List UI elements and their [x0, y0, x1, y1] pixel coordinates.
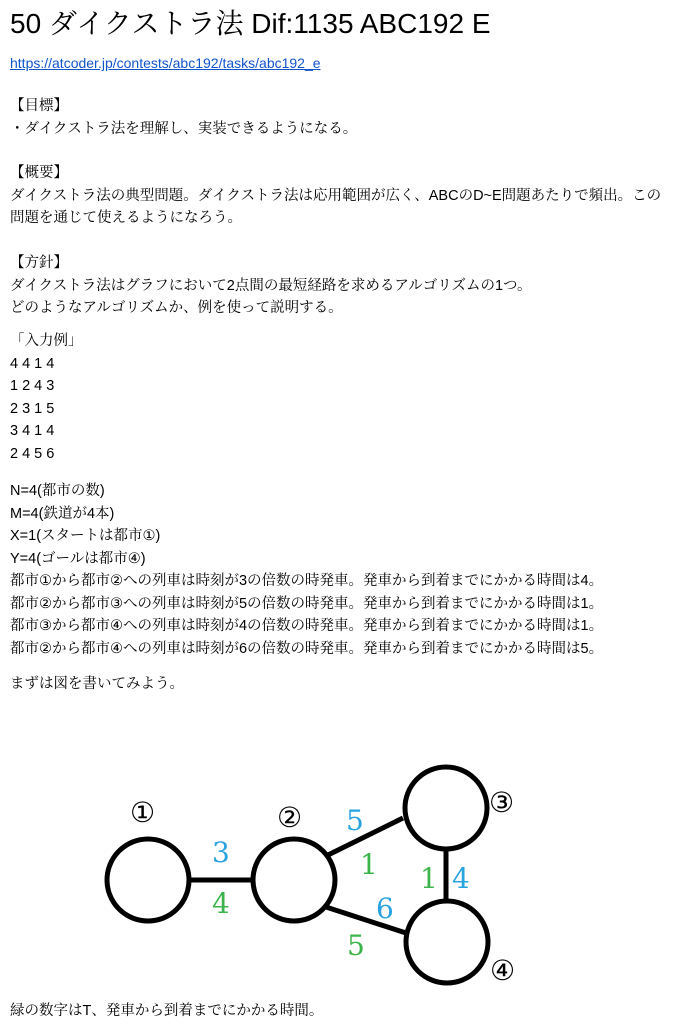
node-2: [253, 839, 335, 921]
policy-heading: 【方針】: [10, 255, 68, 271]
explanation-line: 都市②から都市③への列車は時刻が5の倍数の時発車。発車から到着までにかかる時間は1。: [10, 595, 604, 612]
explanation-line: X=1(スタートは都市①): [10, 528, 161, 544]
example-line: 4 4 1 4: [10, 355, 55, 372]
edge-2-3-k: 5: [346, 804, 364, 837]
goal-text: ・ダイクストラ法を理解し、実装できるようになる。: [10, 120, 358, 137]
edge-3-4-k: 4: [452, 862, 470, 895]
example-line: 2 3 1 5: [10, 400, 55, 417]
explanation-line: Y=4(ゴールは都市④): [10, 550, 146, 567]
edge-1-2-t: 4: [212, 887, 230, 920]
example-line: 2 4 5 6: [10, 445, 55, 462]
edge-2-4-k: 6: [376, 892, 394, 925]
node-label-4: ④: [490, 954, 516, 987]
policy-line: どのようなアルゴリズムか、例を使って説明する。: [10, 300, 343, 316]
caption-text: 緑の数字はT、発車から到着までにかかる時間。: [10, 1003, 324, 1019]
page-title: 50 ダイクストラ法 Dif:1135 ABC192 E: [10, 8, 491, 39]
node-label-2: ②: [277, 801, 303, 834]
example-heading: 「入力例」: [10, 333, 83, 349]
edge-3-4-t: 1: [420, 862, 438, 895]
explanation-line: 都市②から都市④への列車は時刻が6の倍数の時発車。発車から到着までにかかる時間は5。: [10, 640, 604, 657]
edge-2-4: [326, 907, 406, 933]
node-3: [405, 767, 487, 849]
node-1: [107, 839, 189, 921]
explanation-line: 都市③から都市④への列車は時刻が4の倍数の時発車。発車から到着までにかかる時間は1。: [10, 618, 604, 634]
node-label-3: ③: [489, 786, 515, 819]
edge-1-2-k: 3: [212, 836, 230, 869]
node-4: [406, 901, 488, 983]
policy-line: ダイクストラ法はグラフにおいて2点間の最短経路を求めるアルゴリズムの1つ。: [10, 277, 532, 294]
goal-heading: 【目標】: [10, 98, 68, 114]
edge-2-4-t: 5: [347, 929, 365, 962]
draw-prompt-text: まずは図を書いてみよう。: [10, 676, 184, 692]
overview-heading: 【概要】: [10, 165, 68, 181]
example-line: 1 2 4 3: [10, 378, 55, 394]
explanation-line: 都市①から都市②への列車は時刻が3の倍数の時発車。発車から到着までにかかる時間は4。: [10, 573, 604, 589]
edge-2-3-t: 1: [360, 848, 378, 881]
example-line: 3 4 1 4: [10, 423, 55, 439]
overview-text: ダイクストラ法の典型問題。ダイクストラ法は応用範囲が広く、ABCのD~E問題あたりで頻出。この問題を通じて使えるようになろう。: [10, 187, 662, 226]
problem-link[interactable]: https://atcoder.jp/contests/abc192/tasks/abc192_e: [10, 55, 321, 71]
node-label-1: ①: [130, 796, 156, 829]
caption: [10, 1000, 323, 1023]
explanation-line: M=4(鉄道が4本): [10, 505, 115, 522]
explanation-line: N=4(都市の数): [10, 483, 105, 499]
